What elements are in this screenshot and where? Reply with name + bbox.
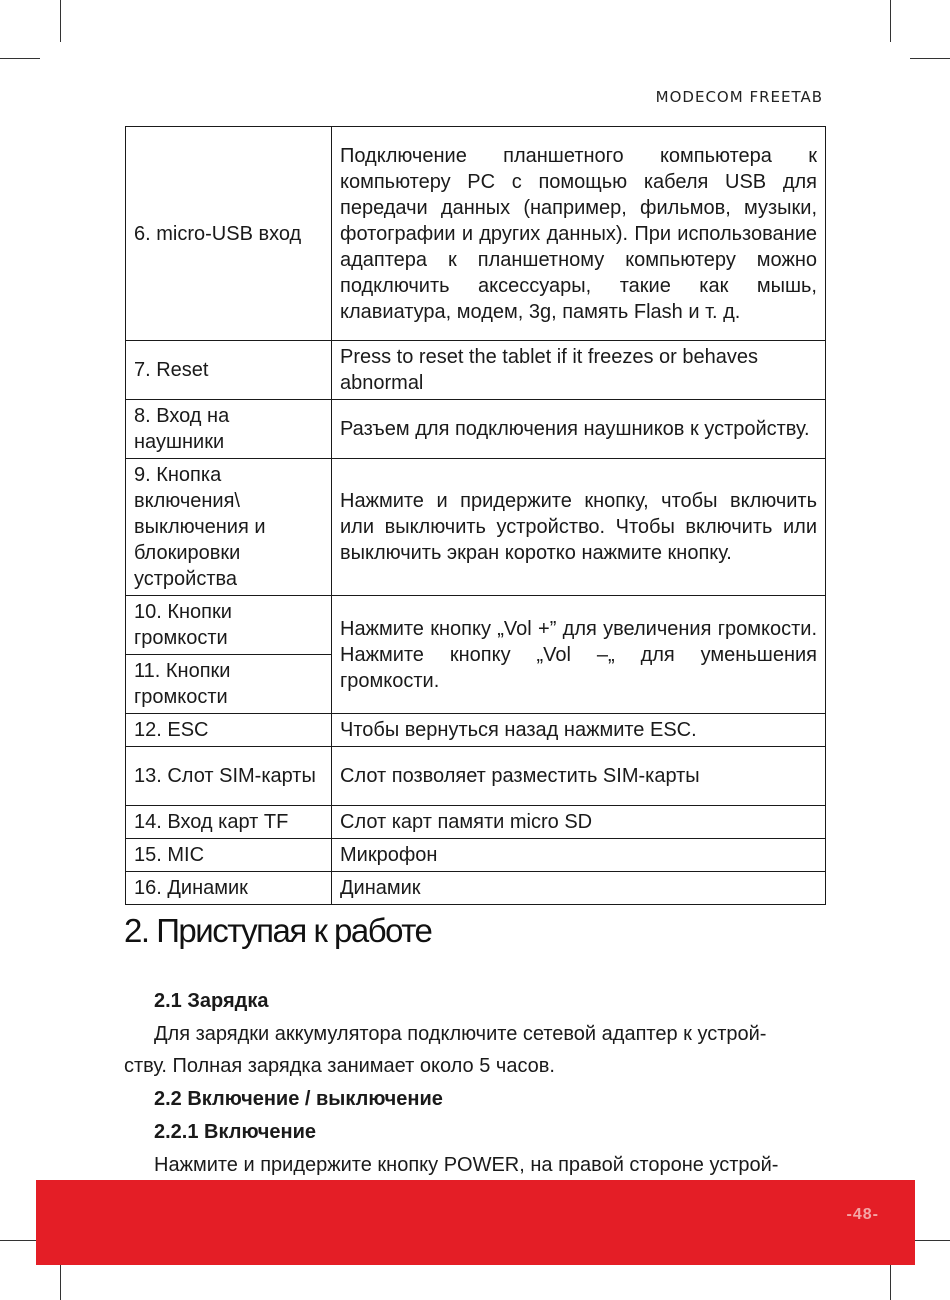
subsection-heading-power: 2.2 Включение / выключение [154, 1088, 443, 1110]
table-row [126, 872, 826, 905]
table-cell-key: 16. Динамик [126, 872, 332, 905]
table-cell-key: 13. Слот SIM-карты [126, 747, 332, 806]
ports-spec-table [125, 126, 826, 905]
table-cell-key: 9. Кнопка включения\ выключения и блокировки устройства [126, 459, 332, 596]
table-cell-key: 14. Вход карт TF [126, 806, 332, 839]
table-cell-key: 8. Вход на наушники [126, 400, 332, 459]
table-cell-value: Нажмите кнопку „Vol +” для увеличения громкости. Нажмите кнопку „Vol –„ для уменьшения громкости. [332, 596, 826, 714]
subsection-heading-charging: 2.1 Зарядка [154, 990, 269, 1012]
table-cell-key: 10. Кнопки громкости [126, 596, 332, 655]
table-cell-key: 12. ESC [126, 714, 332, 747]
table-cell-value: Микрофон [332, 839, 826, 872]
table-cell-value: Нажмите и придержите кнопку, чтобы включить или выключить устройство. Чтобы включить или выключить экран коротко нажмите кнопку. [332, 459, 826, 596]
subsection-heading-power-on: 2.2.1 Включение [154, 1121, 316, 1143]
table-row [126, 127, 826, 341]
section-heading: 2. Приступая к работе [124, 912, 432, 949]
paragraph-line: Для зарядки аккумулятора подключите сетевой адаптер к устрой- [154, 1023, 767, 1045]
table-cell-key: 11. Кнопки громкости [126, 655, 332, 714]
table-cell-value: Чтобы вернуться назад нажмите ESC. [332, 714, 826, 747]
table-cell-key: 15. MIC [126, 839, 332, 872]
table-row [126, 806, 826, 839]
page-number: -48- [846, 1206, 879, 1223]
table-cell-key: 6. micro-USB вход [126, 127, 332, 341]
table-cell-value: Динамик [332, 872, 826, 905]
table-row [126, 459, 826, 596]
table-cell-value: Разъем для подключения наушников к устройству. [332, 400, 826, 459]
table-row [126, 747, 826, 806]
table-row [126, 839, 826, 872]
table-row [126, 596, 826, 655]
table-cell-value: Подключение планшетного компьютера к компьютеру PC с помощью кабеля USB для передачи данных (например, фильмов, музыки, фотографии и других данных). При использование адаптера к планшетному компьютеру можно подключить аксессуары, такие как мышь, клавиатура, модем, 3g, память Flash и т. д. [332, 127, 826, 341]
paragraph-line: Нажмите и придержите кнопку POWER, на правой стороне устрой- [154, 1154, 779, 1176]
table-row [126, 714, 826, 747]
table-row [126, 341, 826, 400]
table-cell-value: Слот позволяет разместить SIM-карты [332, 747, 826, 806]
table-cell-key: 7. Reset [126, 341, 332, 400]
paragraph-line: ству. Полная зарядка занимает около 5 часов. [124, 1055, 555, 1077]
table-cell-value: Press to reset the tablet if it freezes or behaves abnormal [332, 341, 826, 400]
table-cell-value: Слот карт памяти micro SD [332, 806, 826, 839]
footer-red-bar [36, 1180, 915, 1265]
running-header-brand: MODECOM FREETAB [655, 88, 823, 106]
table-row [126, 400, 826, 459]
